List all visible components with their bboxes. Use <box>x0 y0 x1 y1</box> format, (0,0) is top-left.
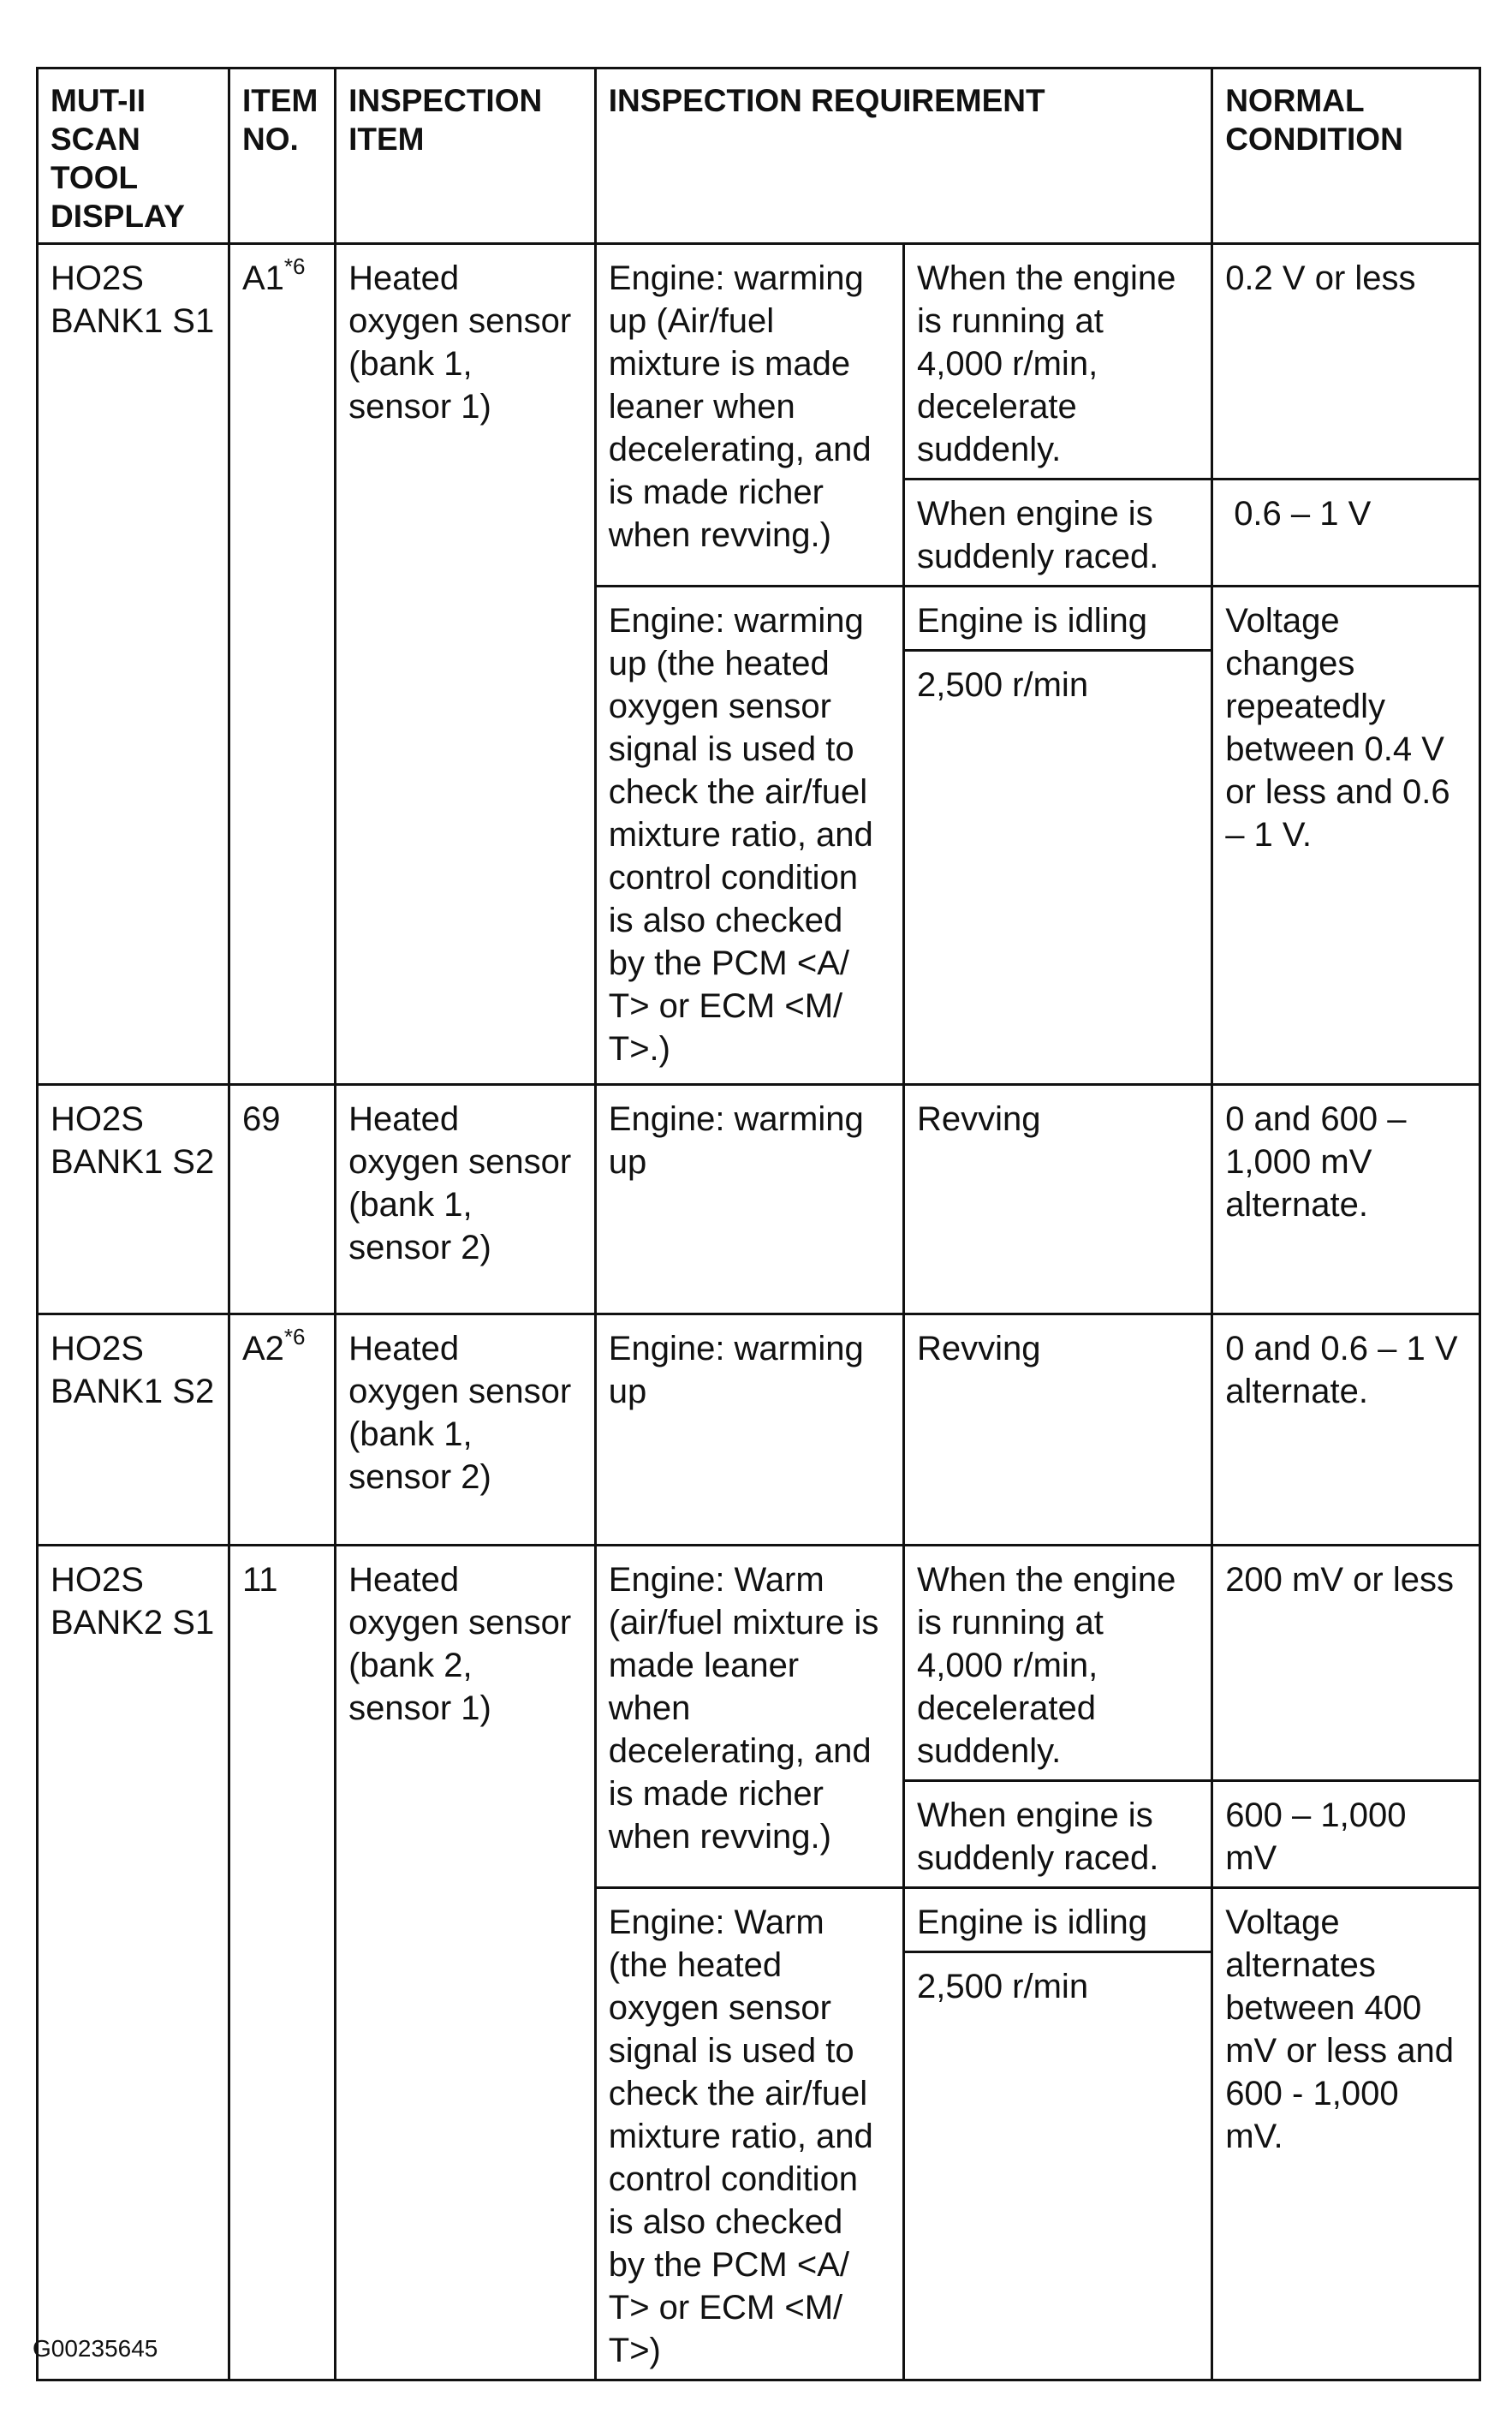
normal-condition-cell: Voltage changes repeatedly between 0.4 V or less and 0.6 – 1 V. <box>1212 587 1480 1085</box>
inspection-item-cell: Heated oxygen sensor (bank 2, sensor 1) <box>336 1546 596 2380</box>
scan-display-cell: HO2S BANK1 S1 <box>38 244 229 1085</box>
normal-condition-cell: 200 mV or less <box>1212 1546 1480 1781</box>
condition-cell: When engine is suddenly raced. <box>903 1781 1211 1888</box>
condition-cell: 2,500 r/min <box>903 651 1211 1085</box>
inspection-item-cell: Heated oxygen sensor (bank 1, sensor 2) <box>336 1314 596 1546</box>
condition-cell: Revving <box>903 1085 1211 1314</box>
header-row <box>38 69 1480 244</box>
normal-condition-cell: 0.6 – 1 V <box>1212 480 1480 587</box>
header-item-no: ITEM NO. <box>229 69 335 244</box>
normal-condition-cell: 0.2 V or less <box>1212 244 1480 480</box>
table-row <box>38 1546 1480 1781</box>
inspection-item-cell: Heated oxygen sensor (bank 1, sensor 1) <box>336 244 596 1085</box>
header-inspection-item: INSPECTION ITEM <box>336 69 596 244</box>
requirement-cell: Engine: warming up (Air/fuel mixture is made leaner when decelerating, and is made richer when revving.) <box>595 244 903 587</box>
scan-display-cell: HO2S BANK2 S1 <box>38 1546 229 2380</box>
requirement-cell: Engine: warming up <box>595 1085 903 1314</box>
requirement-cell: Engine: Warm (air/fuel mixture is made leaner when decelerating, and is made richer when revving.) <box>595 1546 903 1888</box>
inspection-table <box>36 67 1481 2381</box>
header-inspection-requirement: INSPECTION REQUIREMENT <box>595 69 1211 244</box>
item-no-cell <box>229 1314 335 1546</box>
condition-cell: Revving <box>903 1314 1211 1546</box>
requirement-cell: Engine: warming up (the heated oxygen sensor signal is used to check the air/fuel mixture ratio, and control condition is also checked by the PCM <A/ T> or ECM <M/ T>.) <box>595 587 903 1085</box>
inspection-item-cell: Heated oxygen sensor (bank 1, sensor 2) <box>336 1085 596 1314</box>
header-normal-condition: NORMAL CONDITION <box>1212 69 1480 244</box>
normal-condition-cell: 600 – 1,000 mV <box>1212 1781 1480 1888</box>
scan-display-cell: HO2S BANK1 S2 <box>38 1085 229 1314</box>
table-row <box>38 244 1480 480</box>
normal-condition-cell: 0 and 600 – 1,000 mV alternate. <box>1212 1085 1480 1314</box>
scan-display-cell: HO2S BANK1 S2 <box>38 1314 229 1546</box>
condition-cell: When the engine is running at 4,000 r/min, decelerate suddenly. <box>903 244 1211 480</box>
item-no: A2 <box>241 1330 284 1367</box>
table-row <box>38 1314 1480 1546</box>
figure-id: G00235645 <box>33 2335 158 2362</box>
requirement-cell: Engine: warming up <box>595 1314 903 1546</box>
condition-cell: When engine is suddenly raced. <box>903 480 1211 587</box>
condition-cell: 2,500 r/min <box>903 1952 1211 2380</box>
item-no-footnote: *6 <box>283 253 306 279</box>
requirement-cell: Engine: Warm (the heated oxygen sensor signal is used to check the air/fuel mixture ratio, and control condition is also checked by the PCM <A/ T> or ECM <M/ T>) <box>595 1888 903 2380</box>
condition-cell: When the engine is running at 4,000 r/min, decelerated suddenly. <box>903 1546 1211 1781</box>
item-no: A1 <box>241 259 284 297</box>
condition-cell: Engine is idling <box>903 1888 1211 1952</box>
normal-condition-cell: Voltage alternates between 400 mV or less and 600 - 1,000 mV. <box>1212 1888 1480 2380</box>
item-no-cell: 11 <box>229 1546 335 2380</box>
item-no-cell <box>229 244 335 1085</box>
header-display: MUT-II SCAN TOOL DISPLAY <box>38 69 229 244</box>
item-no-cell: 69 <box>229 1085 335 1314</box>
table-row <box>38 1085 1480 1314</box>
normal-condition-cell: 0 and 0.6 – 1 V alternate. <box>1212 1314 1480 1546</box>
condition-cell: Engine is idling <box>903 587 1211 651</box>
item-no-footnote: *6 <box>283 1323 306 1350</box>
